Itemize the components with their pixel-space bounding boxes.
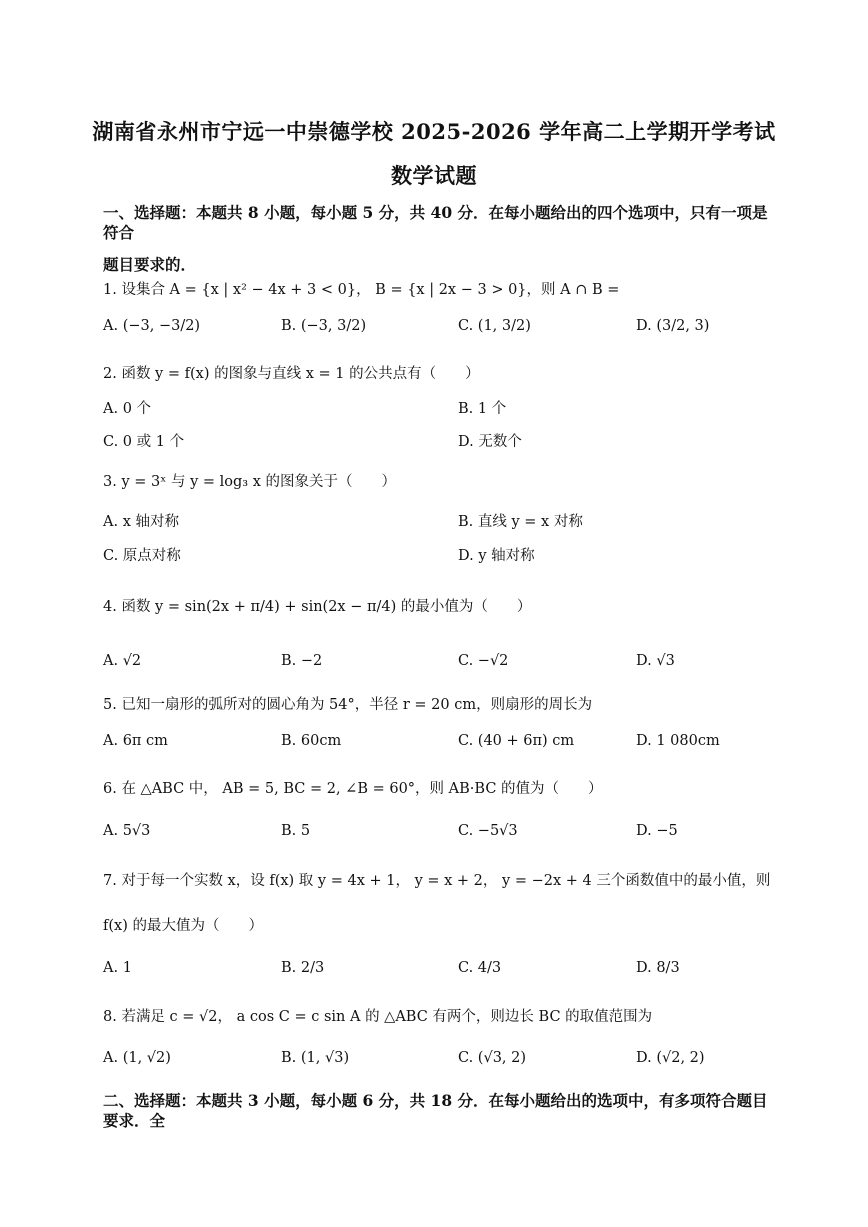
q1-option-a[interactable]: A. (−3, −3/2): [103, 318, 201, 334]
q8-option-a[interactable]: A. (1, √2): [103, 1050, 171, 1066]
question-7-stem-line-2: f(x) 的最大值为（ ）: [103, 918, 263, 934]
q4-option-d[interactable]: D. √3: [636, 653, 675, 669]
q2-option-d[interactable]: D. 无数个: [458, 434, 522, 450]
section-1-line-2: 题目要求的．: [103, 255, 197, 274]
q2-option-b[interactable]: B. 1 个: [458, 401, 507, 417]
q5-option-b[interactable]: B. 60cm: [281, 733, 342, 749]
section-1-line-1: 一、选择题：本题共 8 小题，每小题 5 分，共 40 分．在每小题给出的四个选项中，只有一项是符合: [103, 203, 768, 242]
q7-option-c[interactable]: C. 4/3: [458, 960, 502, 976]
question-7-stem: 7. 对于每一个实数 x，设 f(x) 取 y = 4x + 1， y = x + 2， y = −2x + 4 三个函数值中的最小值，则: [103, 873, 771, 889]
q6-option-c[interactable]: C. −5√3: [458, 823, 518, 839]
question-5-stem: 5. 已知一扇形的弧所对的圆心角为 54°，半径 r = 20 cm，则扇形的周长为: [103, 697, 593, 713]
q4-option-c[interactable]: C. −√2: [458, 653, 509, 669]
question-4-stem: 4. 函数 y = sin(2x + π/4) + sin(2x − π/4) 的最小值为（ ）: [103, 599, 532, 615]
q7-option-b[interactable]: B. 2/3: [281, 960, 325, 976]
q5-option-c[interactable]: C. (40 + 6π) cm: [458, 733, 575, 749]
section-1-instructions: [103, 203, 768, 275]
q8-option-d[interactable]: D. (√2, 2): [636, 1050, 705, 1066]
q2-option-c[interactable]: C. 0 或 1 个: [103, 434, 185, 450]
question-2-stem: 2. 函数 y = f(x) 的图象与直线 x = 1 的公共点有（ ）: [103, 366, 480, 382]
q3-option-b[interactable]: B. 直线 y = x 对称: [458, 514, 583, 530]
q7-option-a[interactable]: A. 1: [103, 960, 132, 976]
exam-title: 湖南省永州市宁远一中崇德学校 2025-2026 学年高二上学期开学考试: [92, 119, 776, 144]
q8-option-c[interactable]: C. (√3, 2): [458, 1050, 527, 1066]
q4-option-b[interactable]: B. −2: [281, 653, 323, 669]
question-3-stem: 3. y = 3ˣ 与 y = log₃ x 的图象关于（ ）: [103, 474, 397, 490]
question-6-stem: 6. 在 △ABC 中， AB = 5, BC = 2, ∠B = 60°，则 AB·BC 的值为（ ）: [103, 781, 603, 797]
q1-option-c[interactable]: C. (1, 3/2): [458, 318, 531, 334]
q6-option-b[interactable]: B. 5: [281, 823, 311, 839]
q1-option-b[interactable]: B. (−3, 3/2): [281, 318, 367, 334]
section-2-line-1: 二、选择题：本题共 3 小题，每小题 6 分，共 18 分．在每小题给出的选项中，有多项符合题目要求．全: [103, 1091, 768, 1130]
question-1-stem: 1. 设集合 A = {x | x² − 4x + 3 < 0}， B = {x | 2x − 3 > 0}，则 A ∩ B =: [103, 282, 620, 298]
exam-subtitle: 数学试题: [391, 163, 477, 188]
q6-option-a[interactable]: A. 5√3: [103, 823, 151, 839]
q8-option-b[interactable]: B. (1, √3): [281, 1050, 350, 1066]
question-8-stem: 8. 若满足 c = √2， a cos C = c sin A 的 △ABC 有两个，则边长 BC 的取值范围为: [103, 1009, 653, 1025]
q1-option-d[interactable]: D. (3/2, 3): [636, 318, 710, 334]
q3-option-d[interactable]: D. y 轴对称: [458, 548, 535, 564]
q6-option-d[interactable]: D. −5: [636, 823, 678, 839]
q5-option-a[interactable]: A. 6π cm: [103, 733, 168, 749]
q7-option-d[interactable]: D. 8/3: [636, 960, 680, 976]
q3-option-a[interactable]: A. x 轴对称: [103, 514, 179, 530]
q2-option-a[interactable]: A. 0 个: [103, 401, 152, 417]
q4-option-a[interactable]: A. √2: [103, 653, 142, 669]
q3-option-c[interactable]: C. 原点对称: [103, 548, 181, 564]
section-2-instructions: [103, 1091, 768, 1131]
q5-option-d[interactable]: D. 1 080cm: [636, 733, 720, 749]
